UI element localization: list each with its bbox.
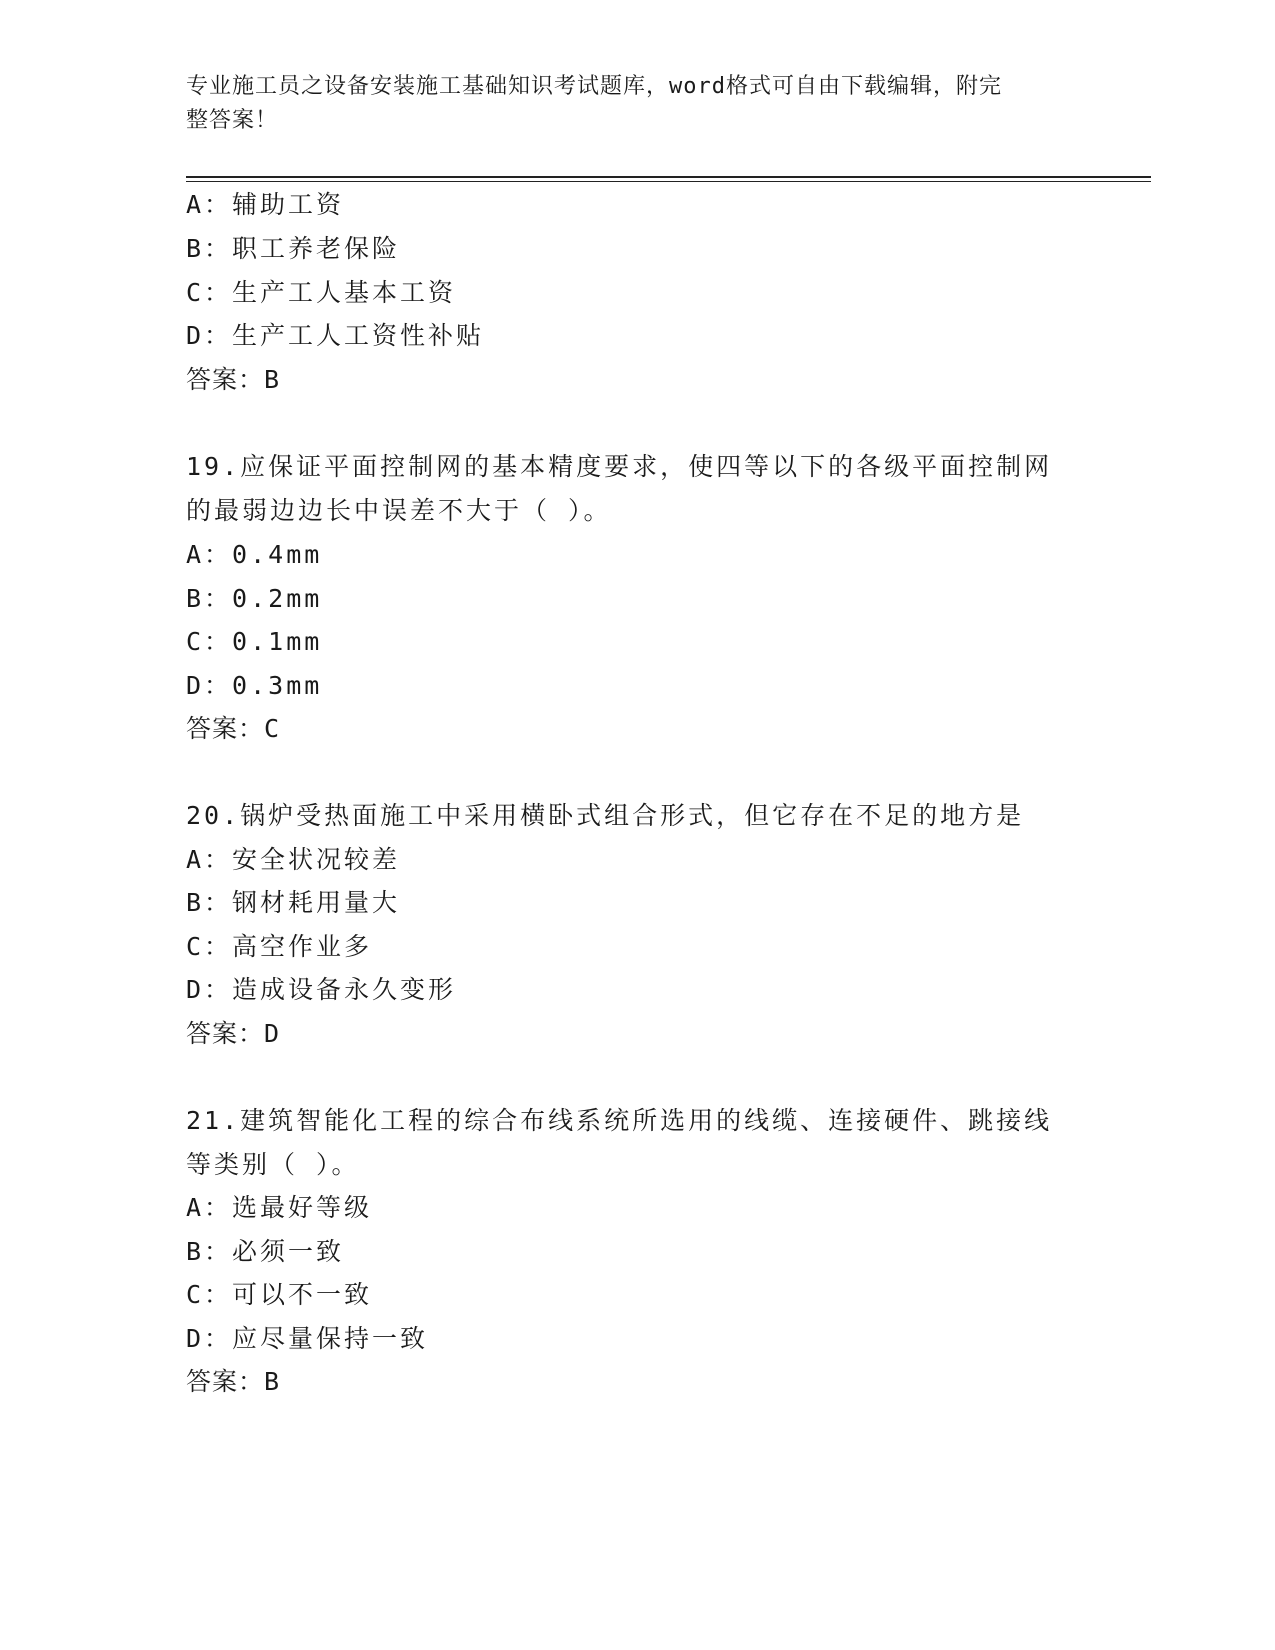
q20-option-b: B：钢材耗用量大 bbox=[186, 888, 401, 917]
q21-option-d: D：应尽量保持一致 bbox=[186, 1324, 429, 1353]
q21-question-line-1: 21.建筑智能化工程的综合布线系统所选用的线缆、连接硬件、跳接线 bbox=[186, 1106, 1053, 1135]
q21-option-b: B：必须一致 bbox=[186, 1237, 345, 1266]
header-divider-thick bbox=[186, 176, 1151, 178]
q21-question-line-2: 等类别（ ）。 bbox=[186, 1150, 360, 1179]
q19-question-line-1: 19.应保证平面控制网的基本精度要求，使四等以下的各级平面控制网 bbox=[186, 452, 1053, 481]
q21-option-a: A：选最好等级 bbox=[186, 1193, 373, 1222]
q18-option-c: C：生产工人基本工资 bbox=[186, 278, 457, 307]
q20-option-d: D：造成设备永久变形 bbox=[186, 975, 457, 1004]
q19-option-b: B：0.2mm bbox=[186, 584, 323, 613]
q19-option-d: D：0.3mm bbox=[186, 671, 323, 700]
q19-answer: 答案：C bbox=[186, 714, 281, 743]
header-line-1: 专业施工员之设备安装施工基础知识考试题库，word格式可自由下载编辑，附完 bbox=[186, 74, 1002, 99]
header-line-2: 整答案！ bbox=[186, 108, 279, 133]
q20-question-line-1: 20.锅炉受热面施工中采用横卧式组合形式，但它存在不足的地方是 bbox=[186, 801, 1025, 830]
header-divider-thin bbox=[186, 181, 1151, 182]
q18-option-b: B：职工养老保险 bbox=[186, 234, 401, 263]
q19-question-line-2: 的最弱边边长中误差不大于（ ）。 bbox=[186, 496, 612, 525]
q18-answer: 答案：B bbox=[186, 365, 281, 394]
q20-answer: 答案：D bbox=[186, 1019, 281, 1048]
q21-answer: 答案：B bbox=[186, 1367, 281, 1396]
q20-option-a: A：安全状况较差 bbox=[186, 845, 401, 874]
q18-option-d: D：生产工人工资性补贴 bbox=[186, 321, 485, 350]
q19-option-a: A：0.4mm bbox=[186, 540, 323, 569]
q21-option-c: C：可以不一致 bbox=[186, 1280, 373, 1309]
q19-option-c: C：0.1mm bbox=[186, 627, 323, 656]
q20-option-c: C：高空作业多 bbox=[186, 932, 373, 961]
document-header bbox=[186, 70, 1066, 138]
q18-option-a: A：辅助工资 bbox=[186, 190, 345, 219]
